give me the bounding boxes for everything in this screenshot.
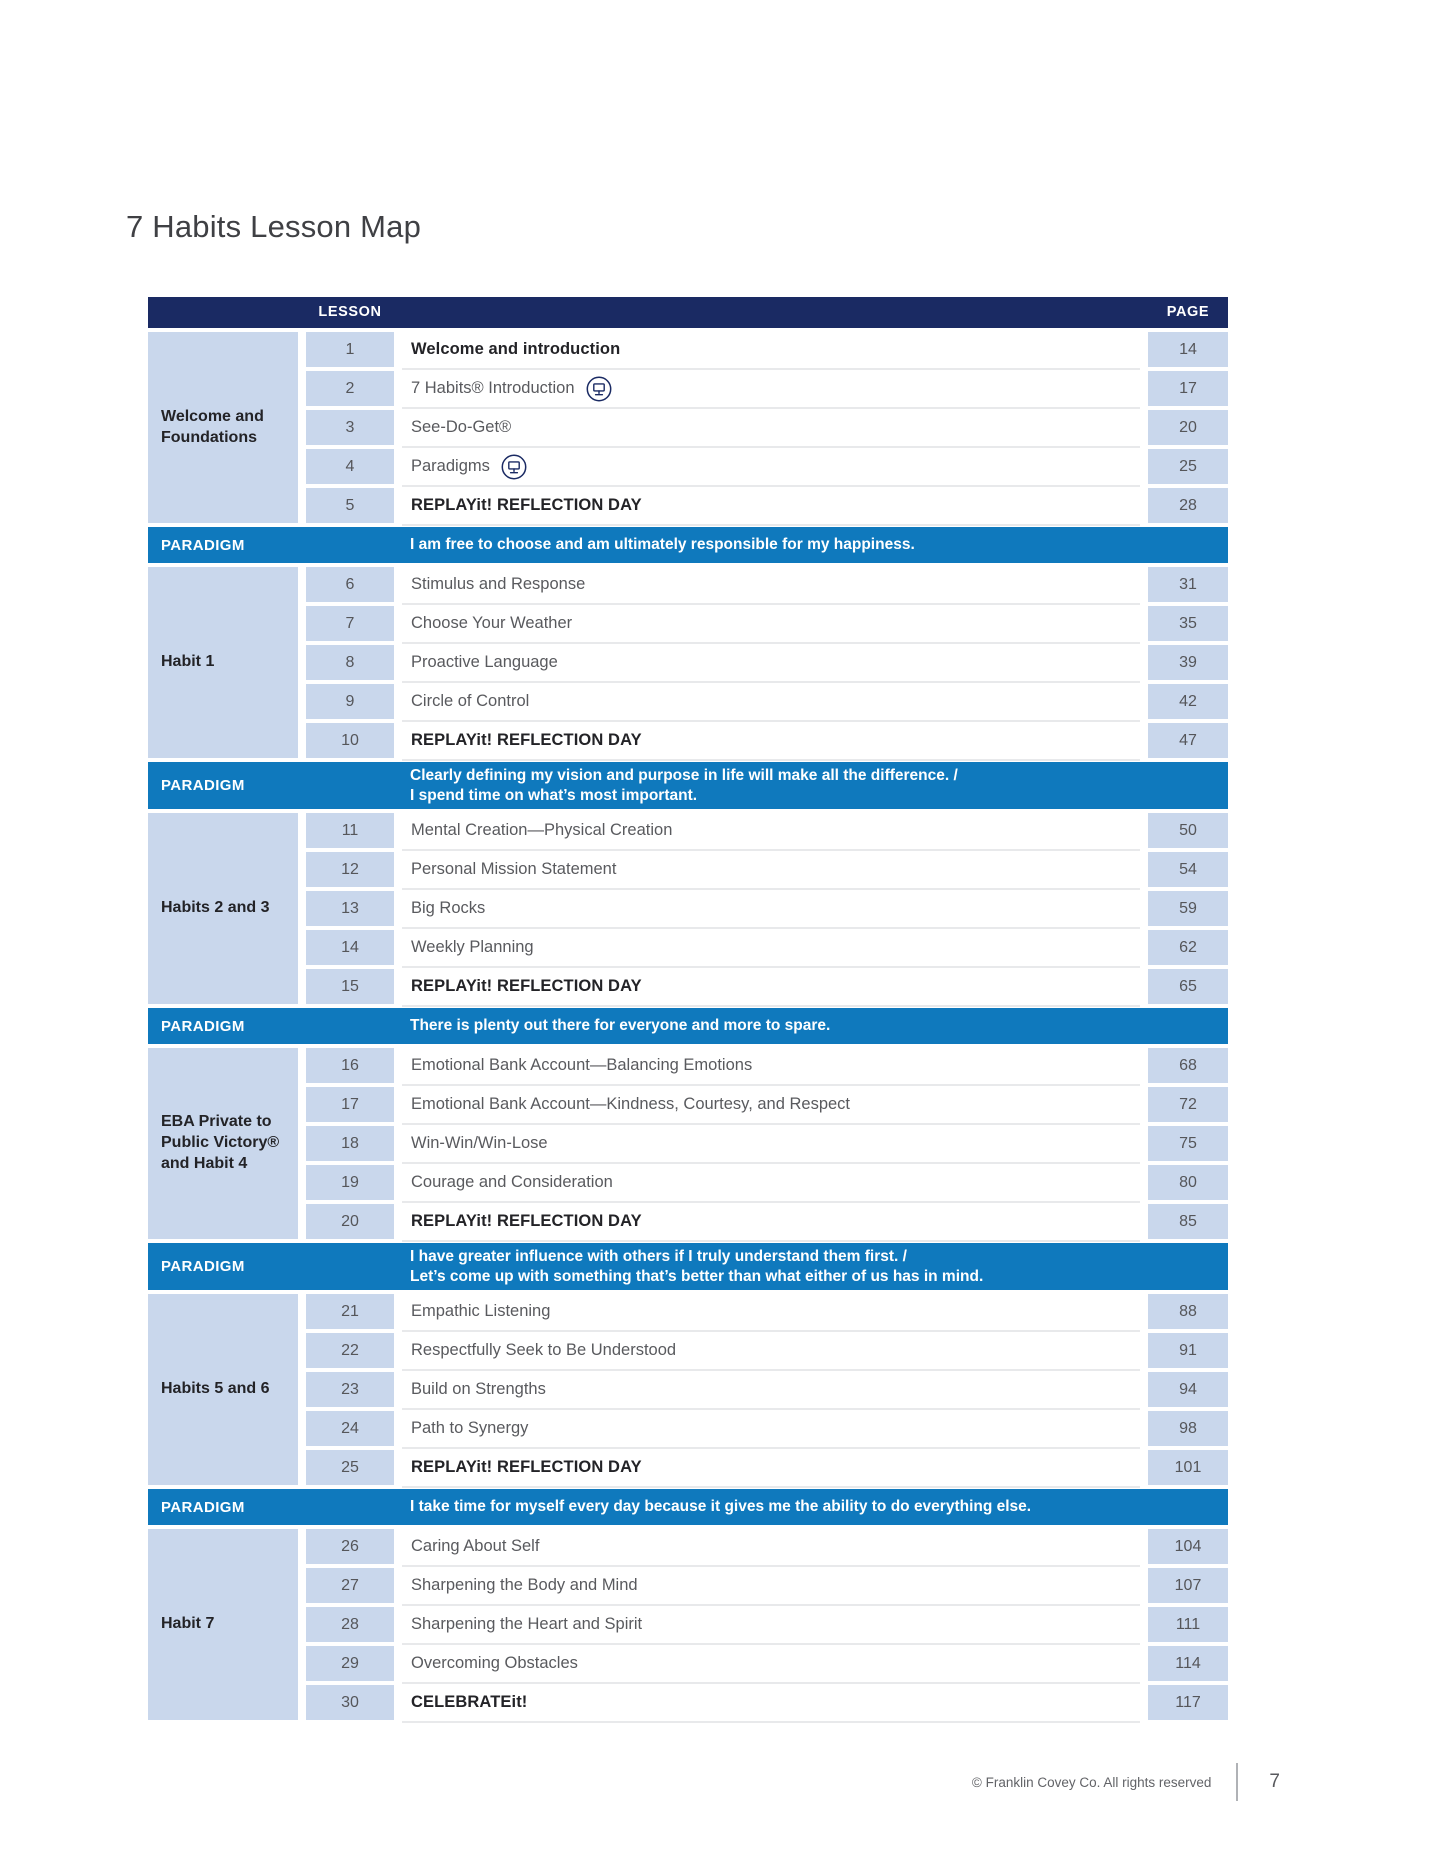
lesson-page: 111 xyxy=(1148,1607,1228,1642)
lesson-page: 117 xyxy=(1148,1685,1228,1720)
lesson-number: 9 xyxy=(306,684,394,719)
lesson-number: 1 xyxy=(306,332,394,367)
lesson-row xyxy=(402,1372,1140,1407)
lesson-page: 31 xyxy=(1148,567,1228,602)
lesson-row xyxy=(402,410,1140,445)
paradigm-row xyxy=(148,1243,1228,1290)
lesson-number: 12 xyxy=(306,852,394,887)
lesson-number: 11 xyxy=(306,813,394,848)
lesson-number: 18 xyxy=(306,1126,394,1161)
lesson-table-body xyxy=(148,332,1228,1720)
lesson-row xyxy=(402,332,1140,367)
lesson-row xyxy=(402,1529,1140,1564)
lesson-page: 20 xyxy=(1148,410,1228,445)
lesson-row xyxy=(402,1450,1140,1485)
lesson-number: 16 xyxy=(306,1048,394,1083)
lesson-number: 24 xyxy=(306,1411,394,1446)
lesson-row xyxy=(402,1333,1140,1368)
lesson-row xyxy=(402,1568,1140,1603)
lesson-number: 22 xyxy=(306,1333,394,1368)
paradigm-row xyxy=(148,762,1228,809)
footer xyxy=(148,1762,1280,1802)
group-label: Habit 1 xyxy=(148,567,298,758)
paradigm-line: I take time for myself every day because it gives me the ability to do everything else. xyxy=(410,1498,1032,1515)
paradigm-statement xyxy=(402,766,958,806)
lesson-section xyxy=(148,567,1228,758)
lesson-number: 21 xyxy=(306,1294,394,1329)
lesson-page: 50 xyxy=(1148,813,1228,848)
lesson-title: Paradigms xyxy=(411,457,490,475)
paradigm-statement xyxy=(402,1247,983,1287)
lesson-page: 35 xyxy=(1148,606,1228,641)
lesson-section xyxy=(148,332,1228,523)
lesson-title: Overcoming Obstacles xyxy=(411,1654,578,1672)
lesson-title: Sharpening the Heart and Spirit xyxy=(411,1615,643,1633)
lesson-page: 107 xyxy=(1148,1568,1228,1603)
lesson-page: 72 xyxy=(1148,1087,1228,1122)
lesson-number: 19 xyxy=(306,1165,394,1200)
lesson-title: Empathic Listening xyxy=(411,1302,551,1320)
header-lesson-label: LESSON xyxy=(318,304,382,320)
lesson-number: 10 xyxy=(306,723,394,758)
lesson-title: CELEBRATEit! xyxy=(411,1693,528,1711)
lesson-row xyxy=(402,606,1140,641)
lesson-page: 62 xyxy=(1148,930,1228,965)
lesson-page: 54 xyxy=(1148,852,1228,887)
lesson-row xyxy=(402,488,1140,523)
group-label: Welcome and Foundations xyxy=(148,332,298,523)
lesson-row xyxy=(402,891,1140,926)
lesson-row xyxy=(402,1048,1140,1083)
paradigm-row xyxy=(148,527,1228,563)
paradigm-row xyxy=(148,1008,1228,1044)
lesson-table xyxy=(148,297,1228,1720)
paradigm-line: Let’s come up with something that’s better than what either of us has in mind. xyxy=(410,1267,984,1285)
lesson-title: Sharpening the Body and Mind xyxy=(411,1576,638,1594)
lesson-number: 15 xyxy=(306,969,394,1004)
lesson-page: 91 xyxy=(1148,1333,1228,1368)
lesson-row xyxy=(402,684,1140,719)
lesson-title: Proactive Language xyxy=(411,653,558,671)
lesson-number: 5 xyxy=(306,488,394,523)
monitor-icon xyxy=(586,376,612,402)
lesson-row xyxy=(402,371,1140,406)
lesson-title: Build on Strengths xyxy=(411,1380,546,1398)
lesson-row xyxy=(402,1646,1140,1681)
lesson-title: Stimulus and Response xyxy=(411,575,586,593)
lesson-page: 75 xyxy=(1148,1126,1228,1161)
group-label: Habits 2 and 3 xyxy=(148,813,298,1004)
paradigm-statement xyxy=(402,535,915,555)
lesson-title: Emotional Bank Account—Balancing Emotions xyxy=(411,1056,753,1074)
lesson-page: 14 xyxy=(1148,332,1228,367)
lesson-title: REPLAYit! REFLECTION DAY xyxy=(411,496,642,514)
lesson-page: 98 xyxy=(1148,1411,1228,1446)
lesson-number: 8 xyxy=(306,645,394,680)
lesson-title: Circle of Control xyxy=(411,692,530,710)
paradigm-label: PARADIGM xyxy=(161,777,245,794)
group-label: EBA Private to Public Victory® and Habit 4 xyxy=(148,1048,298,1239)
lesson-number: 4 xyxy=(306,449,394,484)
lesson-number: 6 xyxy=(306,567,394,602)
lesson-title: Weekly Planning xyxy=(411,938,534,956)
lesson-page: 88 xyxy=(1148,1294,1228,1329)
lesson-row xyxy=(402,813,1140,848)
lesson-row xyxy=(402,1607,1140,1642)
paradigm-line: Clearly defining my vision and purpose in life will make all the difference. / xyxy=(410,766,958,784)
lesson-section xyxy=(148,1048,1228,1239)
lesson-page: 101 xyxy=(1148,1450,1228,1485)
lesson-title: Caring About Self xyxy=(411,1537,540,1555)
lesson-page: 47 xyxy=(1148,723,1228,758)
lesson-title: Big Rocks xyxy=(411,899,486,917)
monitor-icon xyxy=(501,454,527,480)
lesson-row xyxy=(402,1685,1140,1720)
lesson-page: 85 xyxy=(1148,1204,1228,1239)
lesson-title: Courage and Consideration xyxy=(411,1173,613,1191)
lesson-section xyxy=(148,1529,1228,1720)
lesson-page: 104 xyxy=(1148,1529,1228,1564)
lesson-title: REPLAYit! REFLECTION DAY xyxy=(411,731,642,749)
lesson-row xyxy=(402,852,1140,887)
lesson-title: REPLAYit! REFLECTION DAY xyxy=(411,1212,642,1230)
lesson-page: 59 xyxy=(1148,891,1228,926)
lesson-number: 20 xyxy=(306,1204,394,1239)
lesson-page: 94 xyxy=(1148,1372,1228,1407)
paradigm-line: I have greater influence with others if I truly understand them first. / xyxy=(410,1247,907,1265)
lesson-row xyxy=(402,930,1140,965)
lesson-number: 30 xyxy=(306,1685,394,1720)
lesson-row xyxy=(402,1126,1140,1161)
lesson-row xyxy=(402,723,1140,758)
lesson-page: 68 xyxy=(1148,1048,1228,1083)
lesson-page: 17 xyxy=(1148,371,1228,406)
lesson-number: 3 xyxy=(306,410,394,445)
lesson-title: Welcome and introduction xyxy=(411,340,621,358)
paradigm-label: PARADIGM xyxy=(161,1258,245,1275)
lesson-row xyxy=(402,1165,1140,1200)
footer-divider xyxy=(1236,1763,1238,1801)
paradigm-row xyxy=(148,1489,1228,1525)
page-title: 7 Habits Lesson Map xyxy=(126,209,422,244)
lesson-number: 26 xyxy=(306,1529,394,1564)
lesson-number: 29 xyxy=(306,1646,394,1681)
copyright-text: © Franklin Covey Co. All rights reserved xyxy=(971,1774,1212,1790)
lesson-row xyxy=(402,969,1140,1004)
group-label: Habit 7 xyxy=(148,1529,298,1720)
paradigm-label: PARADIGM xyxy=(161,536,245,554)
lesson-page: 80 xyxy=(1148,1165,1228,1200)
lesson-page: 39 xyxy=(1148,645,1228,680)
lesson-title: Emotional Bank Account—Kindness, Courtesy, and Respect xyxy=(411,1095,851,1113)
lesson-section xyxy=(148,1294,1228,1485)
lesson-number: 28 xyxy=(306,1607,394,1642)
lesson-title: Path to Synergy xyxy=(411,1419,529,1437)
lesson-number: 7 xyxy=(306,606,394,641)
lesson-page: 42 xyxy=(1148,684,1228,719)
lesson-title: Personal Mission Statement xyxy=(411,860,617,878)
lesson-row xyxy=(402,567,1140,602)
paradigm-label: PARADIGM xyxy=(161,1017,245,1035)
lesson-row xyxy=(402,1204,1140,1239)
lesson-number: 14 xyxy=(306,930,394,965)
lesson-title: See-Do-Get® xyxy=(411,418,512,436)
lesson-number: 17 xyxy=(306,1087,394,1122)
lesson-section xyxy=(148,813,1228,1004)
lesson-title: Win-Win/Win-Lose xyxy=(411,1134,548,1152)
lesson-number: 13 xyxy=(306,891,394,926)
lesson-title: REPLAYit! REFLECTION DAY xyxy=(411,977,642,995)
lesson-number: 27 xyxy=(306,1568,394,1603)
paradigm-line: I spend time on what’s most important. xyxy=(410,786,698,804)
lesson-row xyxy=(402,1294,1140,1329)
paradigm-label: PARADIGM xyxy=(161,1498,245,1516)
lesson-title: REPLAYit! REFLECTION DAY xyxy=(411,1458,642,1476)
paradigm-statement xyxy=(402,1016,830,1036)
lesson-number: 25 xyxy=(306,1450,394,1485)
table-header xyxy=(148,297,1228,328)
lesson-page: 114 xyxy=(1148,1646,1228,1681)
page-number: 7 xyxy=(1269,1771,1280,1792)
lesson-row xyxy=(402,1087,1140,1122)
lesson-row xyxy=(402,449,1140,484)
lesson-page: 28 xyxy=(1148,488,1228,523)
lesson-title: Mental Creation—Physical Creation xyxy=(411,821,673,839)
lesson-page: 65 xyxy=(1148,969,1228,1004)
lesson-title: 7 Habits® Introduction xyxy=(411,379,575,397)
lesson-title: Choose Your Weather xyxy=(411,614,573,632)
lesson-number: 23 xyxy=(306,1372,394,1407)
lesson-row xyxy=(402,1411,1140,1446)
paradigm-line: There is plenty out there for everyone and more to spare. xyxy=(410,1017,831,1034)
lesson-page: 25 xyxy=(1148,449,1228,484)
lesson-title: Respectfully Seek to Be Understood xyxy=(411,1341,677,1359)
paradigm-statement xyxy=(402,1497,1031,1517)
header-page-label: PAGE xyxy=(1166,304,1210,320)
lesson-number: 2 xyxy=(306,371,394,406)
lesson-row xyxy=(402,645,1140,680)
group-label: Habits 5 and 6 xyxy=(148,1294,298,1485)
paradigm-line: I am free to choose and am ultimately responsible for my happiness. xyxy=(410,536,915,553)
